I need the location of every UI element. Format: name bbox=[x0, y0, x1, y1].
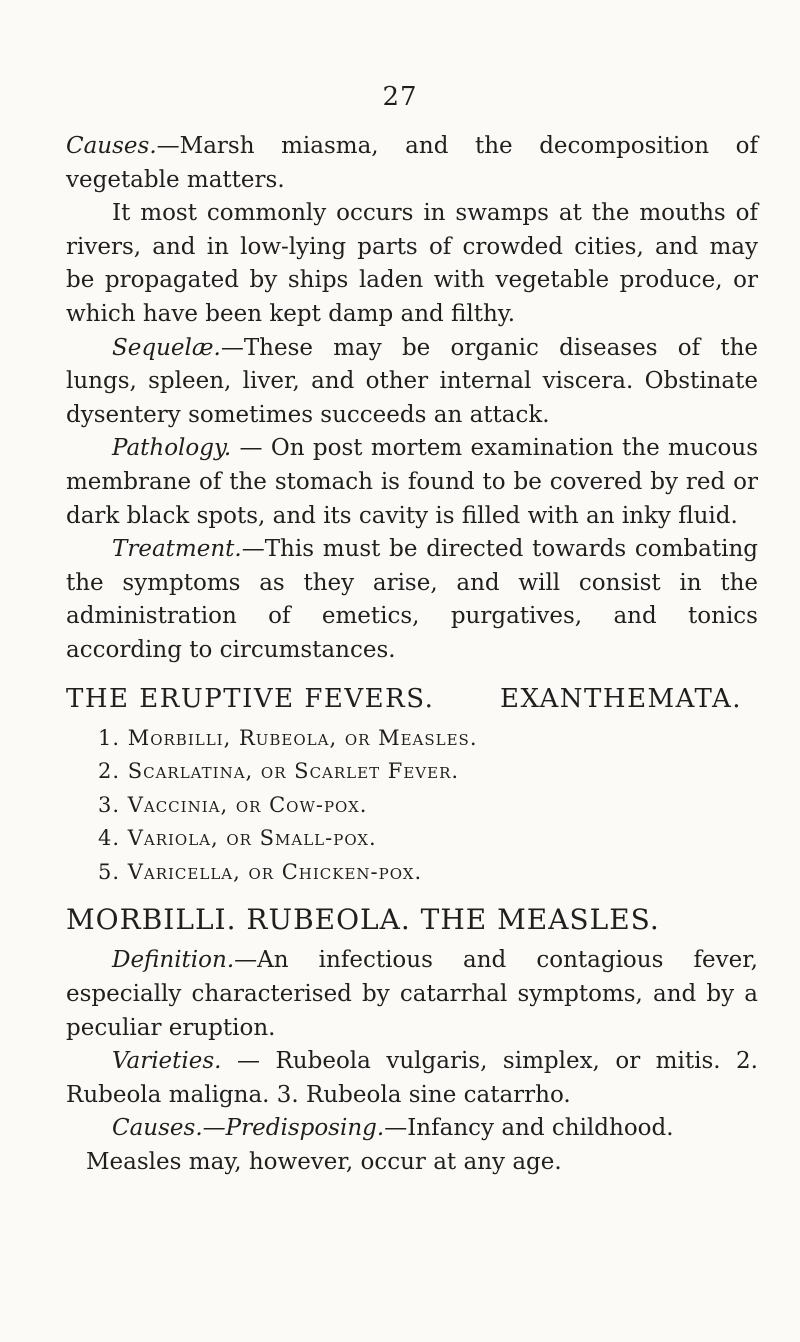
text-sequelae: —These may be organic diseases of the lungs, spleen, liver, and other internal viscera. Obstinate dysentery sometimes succeeds an attack. bbox=[66, 334, 758, 428]
text-treatment: —This must be directed towards combating the symptoms as they arise, and will consist in the administration of emetics, purgatives, and tonics according to circumstances. bbox=[66, 536, 758, 663]
label-causes: Causes. bbox=[66, 133, 157, 159]
list-item: 2. Scarlatina, or Scarlet Fever. bbox=[98, 759, 460, 784]
paragraph-varieties bbox=[66, 1045, 758, 1112]
body-text bbox=[66, 130, 758, 1180]
paragraph-sequelae bbox=[66, 332, 758, 433]
label-causes-predisposing: Causes.—Predisposing. bbox=[112, 1115, 385, 1142]
page-number: 27 bbox=[382, 82, 418, 112]
text-causes-predisposing: —Infancy and childhood. bbox=[384, 1115, 674, 1142]
heading-eruptive-right: EXANTHEMATA. bbox=[499, 683, 742, 714]
heading-eruptive-left: THE ERUPTIVE FEVERS. bbox=[66, 683, 435, 714]
label-sequelae: Sequelæ. bbox=[112, 334, 221, 361]
text-causes: —Marsh miasma, and the decomposition of vegetable matters. bbox=[66, 133, 758, 193]
text-occurrence: It most commonly occurs in swamps at the mouths of rivers, and in low-lying parts of crowded cities, and may be propagated by ships laden with vegetable produce, or which have been kept damp and filthy. bbox=[66, 200, 758, 327]
paragraph-pathology bbox=[66, 432, 758, 533]
label-varieties: Varieties. bbox=[112, 1048, 222, 1075]
list-item: 4. Variola, or Small-pox. bbox=[98, 826, 377, 851]
list-item: 1. Morbilli, Rubeola, or Measles. bbox=[98, 725, 478, 750]
text-varieties: — Rubeola vulgaris, simplex, or mitis. 2. Rubeola maligna. 3. Rubeola sine catarrho. bbox=[66, 1048, 758, 1108]
paragraph-measles-age: Measles may, however, occur at any age. bbox=[86, 1149, 562, 1176]
label-pathology: Pathology. bbox=[112, 435, 232, 462]
paragraph-causes bbox=[66, 130, 758, 197]
heading-measles: MORBILLI. RUBEOLA. THE MEASLES. bbox=[66, 903, 660, 937]
text-definition: —An infectious and contagious fever, especially characterised by catarrhal symptoms, and by a peculiar eruption. bbox=[66, 947, 758, 1041]
paragraph-causes-predisposing bbox=[66, 1112, 758, 1146]
paragraph-occurrence bbox=[66, 197, 758, 331]
paragraph-treatment bbox=[66, 533, 758, 667]
list-item: 5. Varicella, or Chicken-pox. bbox=[98, 859, 423, 884]
label-treatment: Treatment. bbox=[112, 536, 242, 563]
heading-eruptive-fevers bbox=[66, 684, 758, 714]
eruptive-fevers-list bbox=[66, 722, 758, 890]
text-pathology: — On post mortem examination the mucous membrane of the stomach is found to be covered by red or dark black spots, and its cavity is filled with an inky fluid. bbox=[66, 435, 758, 529]
label-definition: Definition. bbox=[112, 947, 235, 974]
list-item: 3. Vaccinia, or Cow-pox. bbox=[98, 792, 368, 817]
paragraph-definition bbox=[66, 944, 758, 1045]
